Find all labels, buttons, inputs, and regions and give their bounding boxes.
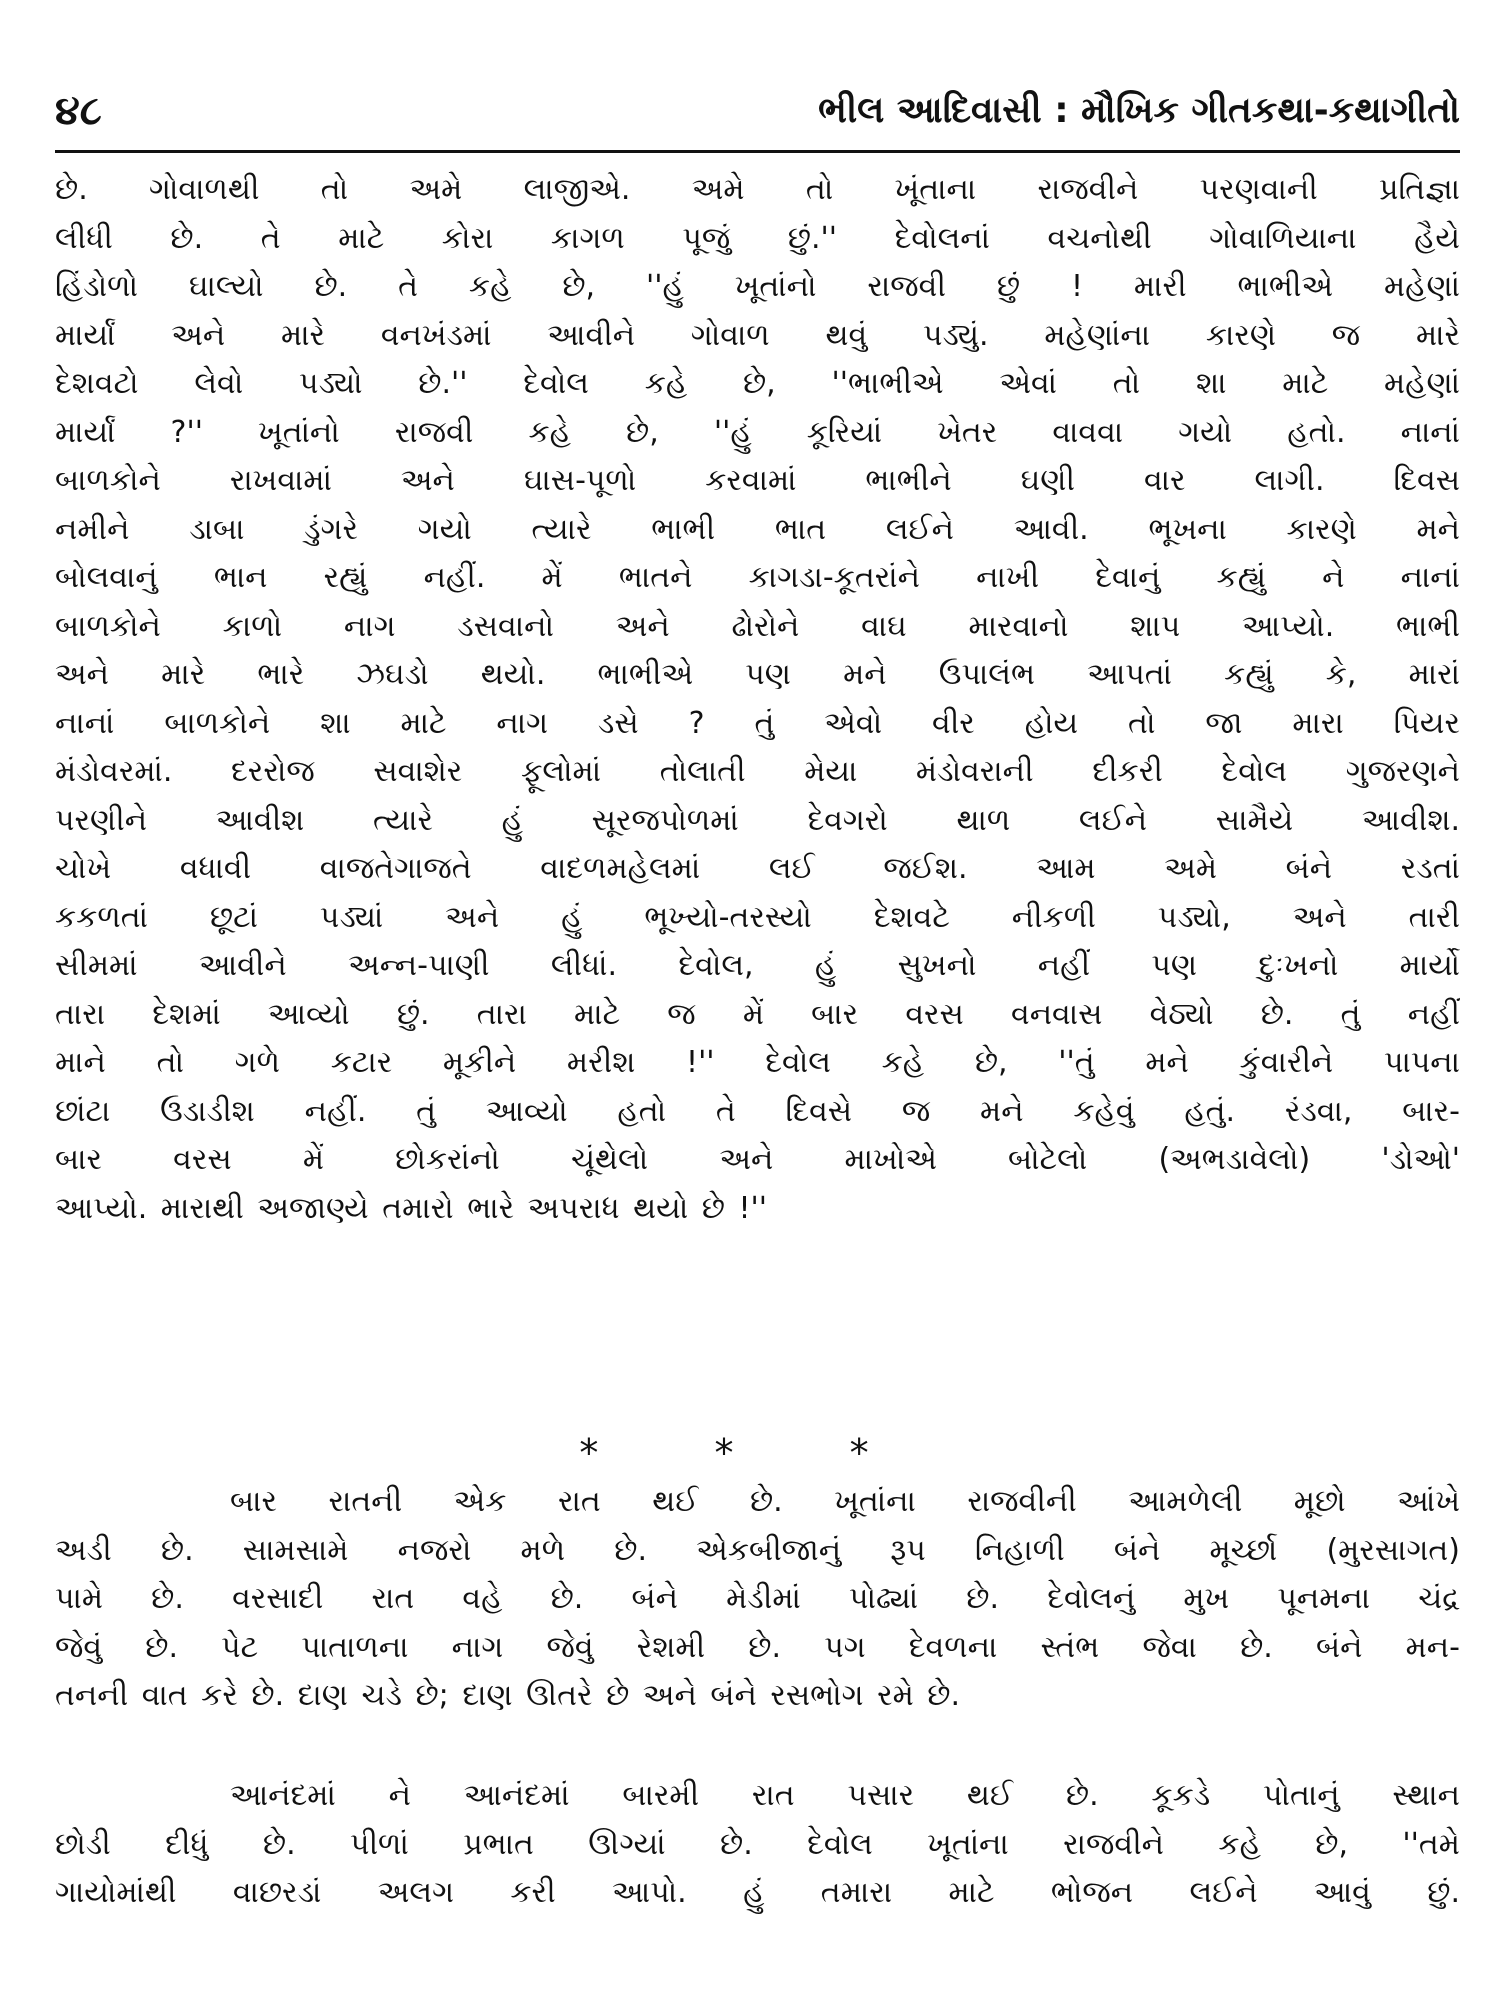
text-line: મંડોવરમાં. દરરોજ સવાશેર ફૂલોમાં તોલાતી મેયા મંડોવરાની દીકરી દેવોલ ગુજરણને: [55, 754, 1460, 789]
text-line: તનની વાત કરે છે. દાણ ચડે છે; દાણ ઊતરે છે અને બંને રસભોગ રમે છે.: [55, 1678, 961, 1713]
text-line: આનંદમાં ને આનંદમાં બારમી રાત પસાર થઈ છે. કૂકડે પોતાનું સ્થાન: [230, 1778, 1460, 1813]
text-line: નમીને ડાબા ડુંગરે ગયો ત્યારે ભાભી ભાત લઈને આવી. ભૂખના કારણે મને: [55, 511, 1460, 547]
text-line: આપ્યો. મારાથી અજાણ્યે તમારો ભારે અપરાધ થયો છે !'': [55, 1190, 767, 1226]
text-line: બોલવાનું ભાન રહ્યું નહીં. મેં ભાતને કાગડા-કૂતરાંને નાખી દેવાનું કહ્યું ને નાનાં: [55, 560, 1460, 595]
text-line: લીધી છે. તે માટે કોરા કાગળ પૂજું છું.'' દેવોલનાં વચનોથી ગોવાળિયાના હૈયે: [55, 220, 1460, 256]
text-line: બાળકોને કાળો નાગ ડસવાનો અને ઢોરોને વાઘ મારવાનો શાપ આપ્યો. ભાભી: [55, 608, 1460, 644]
text-line: કકળતાં છૂટાં પડ્યાં અને હું ભૂખ્યો-તરસ્યો દેશવટે નીકળી પડ્યો, અને તારી: [55, 899, 1460, 935]
page-number: ૪૮: [55, 88, 102, 134]
paragraph-1: [55, 166, 1460, 1233]
text-line: માને તો ગળે કટાર મૂકીને મરીશ !'' દેવોલ કહે છે, ''તું મને કુંવારીને પાપના: [55, 1045, 1460, 1080]
text-line: છોડી દીધું છે. પીળાં પ્રભાત ઊગ્યાં છે. દેવોલ ખૂતાંના રાજવીને કહે છે, ''તમે: [55, 1826, 1460, 1862]
section-separator: * * *: [579, 1431, 921, 1475]
page-header: [55, 80, 1460, 153]
text-line: માર્યાં ?'' ખૂતાંનો રાજવી કહે છે, ''હું કૂરિયાં ખેતર વાવવા ગયો હતો. નાનાં: [55, 414, 1460, 450]
text-line: નાનાં બાળકોને શા માટે નાગ ડસે ? તું એવો વીર હોય તો જા મારા પિયર: [55, 705, 1460, 741]
paragraph-3: [55, 1772, 1460, 1918]
text-line: તારા દેશમાં આવ્યો છું. તારા માટે જ મેં બાર વરસ વનવાસ વેઠ્યો છે. તું નહીં: [55, 996, 1460, 1032]
text-line: ગાયોમાંથી વાછરડાં અલગ કરી આપો. હું તમારા માટે ભોજન લઈને આવું છું.: [55, 1875, 1460, 1910]
text-line: અને મારે ભારે ઝઘડો થયો. ભાભીએ પણ મને ઉપાલંભ આપતાં કહ્યું કે, મારાં: [55, 657, 1460, 692]
text-line: બાર વરસ મેં છોકરાંનો ચૂંથેલો અને માખોએ બોટેલો (અભડાવેલો) 'ડોઓ': [55, 1142, 1460, 1177]
text-line: જેવું છે. પેટ પાતાળના નાગ જેવું રેશમી છે. પગ દેવળના સ્તંભ જેવા છે. બંને મન-: [55, 1629, 1460, 1665]
text-line: બાર રાતની એક રાત થઈ છે. ખૂતાંના રાજવીની આમળેલી મૂછો આંખે: [230, 1484, 1460, 1519]
text-line: બાળકોને રાખવામાં અને ઘાસ-પૂળો કરવામાં ભાભીને ઘણી વાર લાગી. દિવસ: [55, 463, 1460, 498]
text-line: અડી છે. સામસામે નજરો મળે છે. એકબીજાનું રૂપ નિહાળી બંને મૂર્ચ્છા (મુરસાગત): [55, 1532, 1460, 1568]
text-line: પામે છે. વરસાદી રાત વહે છે. બંને મેડીમાં પોઢ્યાં છે. દેવોલનું મુખ પૂનમના ચંદ્ર: [55, 1581, 1460, 1616]
paragraph-2: [55, 1478, 1460, 1721]
text-line: છાંટા ઉડાડીશ નહીં. તું આવ્યો હતો તે દિવસે જ મને કહેવું હતું. રંડવા, બાર-: [55, 1093, 1460, 1129]
text-line: માર્યાં અને મારે વનખંડમાં આવીને ગોવાળ થવું પડ્યું. મહેણાંના કારણે જ મારે: [55, 317, 1460, 353]
text-line: સીમમાં આવીને અન્ન-પાણી લીધાં. દેવોલ, હું સુખનો નહીં પણ દુઃખનો માર્યો: [55, 948, 1460, 983]
text-line: હિંડોળો ઘાલ્યો છે. તે કહે છે, ''હું ખૂતાંનો રાજવી છું ! મારી ભાભીએ મહેણાં: [55, 269, 1460, 304]
text-line: પરણીને આવીશ ત્યારે હું સૂરજપોળમાં દેવગરો થાળ લઈને સામૈયે આવીશ.: [55, 802, 1460, 838]
running-title: ભીલ આદિવાસી : મૌખિક ગીતકથા-કથાગીતો: [818, 90, 1460, 131]
text-line: ચોખે વધાવી વાજતેગાજતે વાદળમહેલમાં લઈ જઈશ. આમ અમે બંને રડતાં: [55, 851, 1460, 886]
text-line: દેશવટો લેવો પડ્યો છે.'' દેવોલ કહે છે, ''ભાભીએ એવાં તો શા માટે મહેણાં: [55, 366, 1460, 401]
text-line: છે. ગોવાળથી તો અમે લાજીએ. અમે તો ખૂંતાના રાજવીને પરણવાની પ્રતિજ્ઞા: [55, 172, 1460, 207]
